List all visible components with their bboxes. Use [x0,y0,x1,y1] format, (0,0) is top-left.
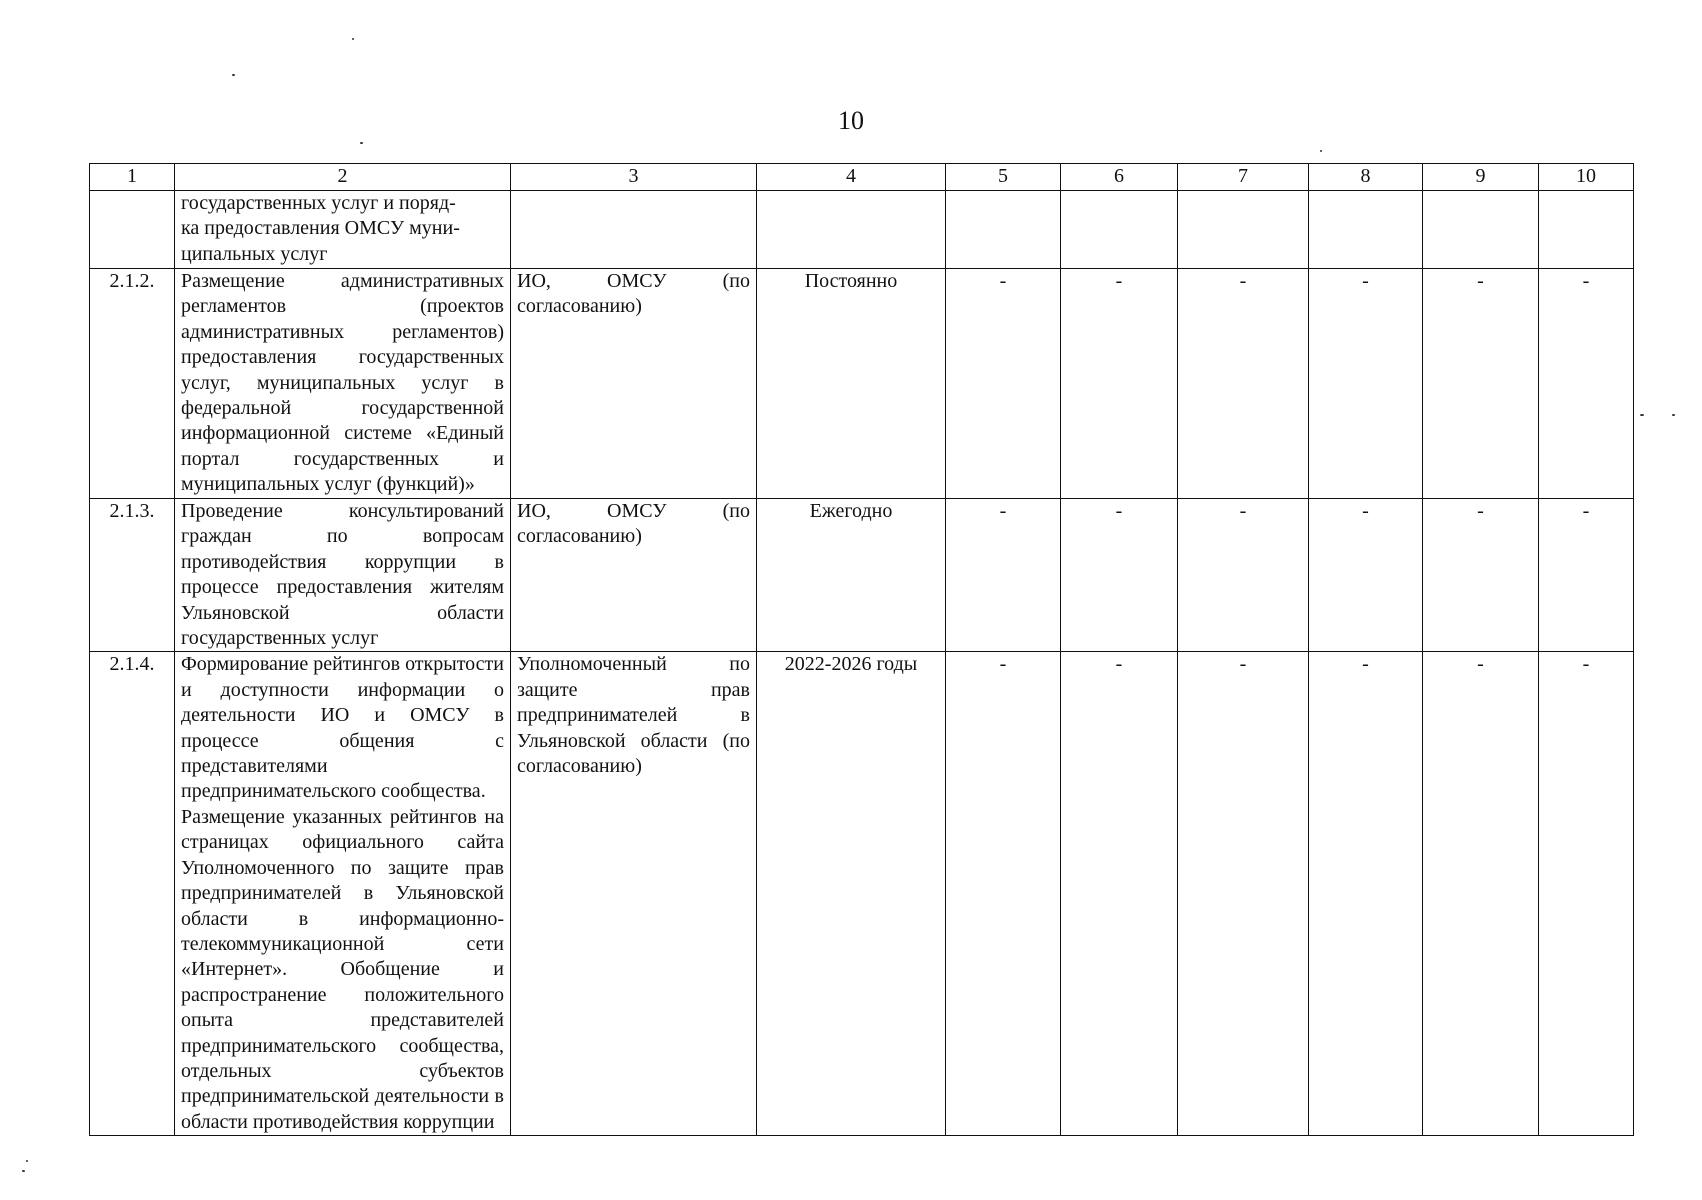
row-description: Проведение консультирований граждан по вопросам противодействия коррупции в процессе предоставления жителям Ульяновской области государственных услуг [175,499,511,652]
row-cell-5: - [946,269,1061,499]
scan-speck [352,38,354,40]
row-description: Размещение административных регламентов (проектов административных регламентов) предоставления государственных услуг, муниципальных услуг в федеральной государственной информационной системе «Единый портал государственных и муниципальных услуг (функций)» [175,269,511,499]
row-cell-7: - [1178,269,1309,499]
row-cell-10: - [1539,499,1634,652]
scan-speck [26,1160,28,1162]
table-row [90,652,1634,1136]
row-cell-8: - [1309,269,1423,499]
row-cell-6: - [1061,269,1178,499]
scan-speck [1640,414,1644,416]
row-cell-5 [946,191,1061,269]
table-row [90,499,1634,652]
row-cell-5: - [946,499,1061,652]
column-header-1: 1 [90,164,175,191]
row-description-cell [175,652,511,1136]
row-executor: ИО, ОМСУ (по согласованию) [511,269,757,499]
row-cell-9: - [1423,269,1539,499]
scan-speck [1672,414,1675,416]
row-cell-10: - [1539,652,1634,1136]
row-cell-9: - [1423,499,1539,652]
table-header-row [90,164,1634,191]
column-header-3: 3 [511,164,757,191]
scan-speck [22,1170,25,1172]
column-header-9: 9 [1423,164,1539,191]
scan-speck [360,142,363,144]
row-executor: ИО, ОМСУ (по согласованию) [511,499,757,652]
row-number: 2.1.3. [90,499,175,652]
row-cell-6: - [1061,499,1178,652]
row-cell-9 [1423,191,1539,269]
table-row [90,269,1634,499]
column-header-5: 5 [946,164,1061,191]
row-cell-7: - [1178,652,1309,1136]
row-number [90,191,175,269]
row-cell-8: - [1309,652,1423,1136]
row-cell-5: - [946,652,1061,1136]
row-cell-7 [1178,191,1309,269]
row-cell-8: - [1309,499,1423,652]
row-cell-8 [1309,191,1423,269]
row-cell-10: - [1539,269,1634,499]
row-cell-10 [1539,191,1634,269]
row-cell-6: - [1061,652,1178,1136]
column-header-2: 2 [175,164,511,191]
table-row [90,191,1634,269]
row-number: 2.1.4. [90,652,175,1136]
row-executor: Уполномоченный по защите прав предпринимателей в Ульяновской области (по согласованию) [511,652,757,1136]
row-term: Ежегодно [757,499,946,652]
column-header-6: 6 [1061,164,1178,191]
plan-table [89,163,1634,1136]
column-header-4: 4 [757,164,946,191]
row-cell-6 [1061,191,1178,269]
row-cell-9: - [1423,652,1539,1136]
row-executor [511,191,757,269]
row-term [757,191,946,269]
row-cell-7: - [1178,499,1309,652]
page-number: 10 [838,106,864,135]
row-description: государственных услуг и поряд- ка предоставления ОМСУ муни- ципальных услуг [175,191,511,269]
row-term: Постоянно [757,269,946,499]
scan-speck [1320,150,1322,152]
column-header-8: 8 [1309,164,1423,191]
column-header-10: 10 [1539,164,1634,191]
scan-speck [232,74,235,76]
row-term: 2022-2026 годы [757,652,946,1136]
row-description-continued: Размещение указанных рейтингов на страницах официального сайта Уполномоченного по защите прав предпринимателей в Ульяновской области в информационно-телекоммуникационной сети «Интернет». Обобщение и распространение положительного опыта представителей предпринимательского сообщества, отдельных субъектов предпринимательской деятельности в области противодействия коррупции [181,805,504,1133]
row-description: Формирование рейтингов открытости и доступности информации о деятельности ИО и ОМСУ в процессе общения с представителями предпринимательского сообщества. [181,653,504,803]
column-header-7: 7 [1178,164,1309,191]
row-number: 2.1.2. [90,269,175,499]
